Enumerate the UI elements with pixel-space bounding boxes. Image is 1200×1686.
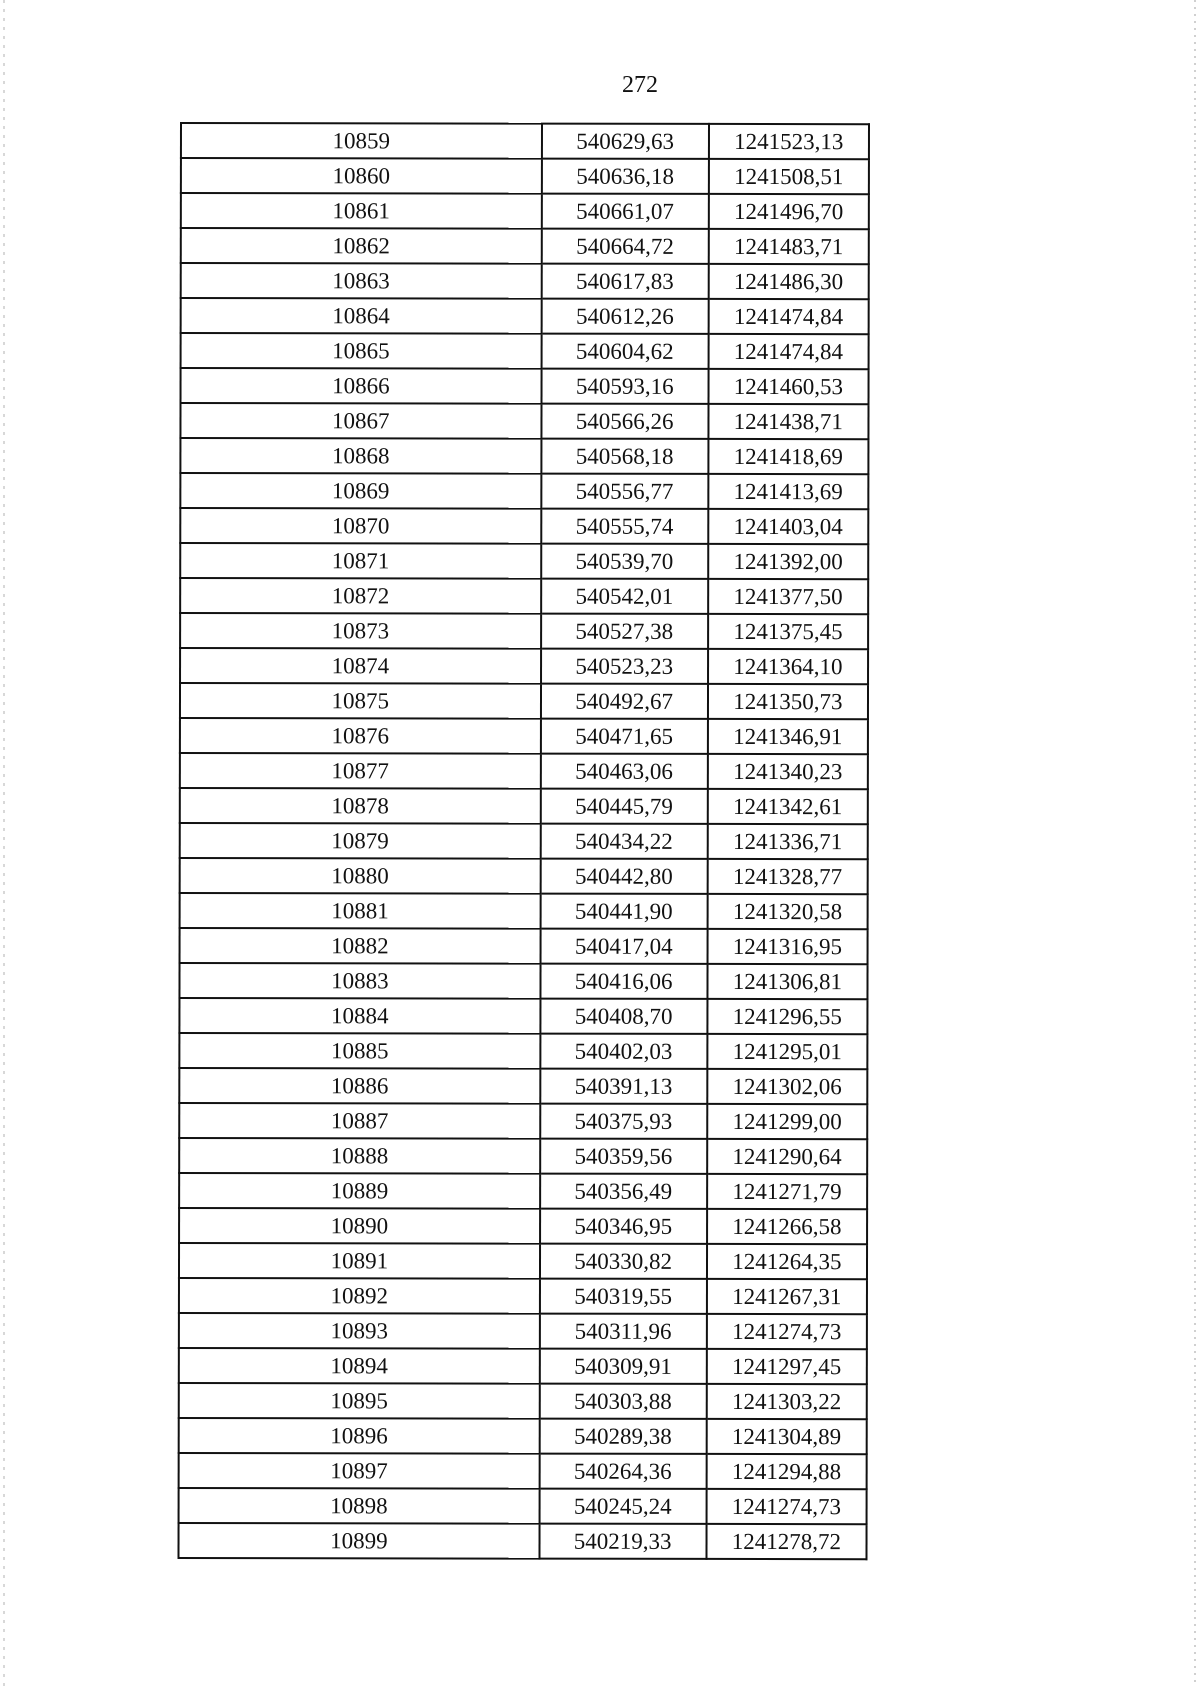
y-coordinate-cell: 1241486,30 [708,264,868,299]
point-number-cell: 10887 [179,1103,540,1139]
table-row [181,193,869,229]
y-coordinate-cell: 1241306,81 [707,964,867,999]
y-coordinate-cell: 1241375,45 [708,614,868,649]
x-coordinate-cell: 540434,22 [540,824,707,859]
y-coordinate-cell: 1241299,00 [707,1104,867,1139]
table-row [181,333,869,369]
y-coordinate-cell: 1241364,10 [708,649,868,684]
table-row [179,963,867,999]
point-number-cell: 10894 [179,1348,540,1384]
point-number-cell: 10892 [179,1278,540,1314]
table-row [180,578,868,614]
y-coordinate-cell: 1241274,73 [707,1314,867,1349]
table-row [179,1243,867,1279]
scan-edge-left [3,0,5,1686]
point-number-cell: 10866 [181,368,542,404]
point-number-cell: 10888 [179,1138,540,1174]
y-coordinate-cell: 1241296,55 [707,999,867,1034]
table-row [179,1208,867,1244]
table-row [180,788,868,824]
point-number-cell: 10881 [180,893,541,929]
y-coordinate-cell: 1241302,06 [707,1069,867,1104]
table-row [179,1103,867,1139]
y-coordinate-cell: 1241274,73 [706,1489,866,1524]
table-row [180,893,868,929]
point-number-cell: 10895 [179,1383,540,1419]
table-row [180,438,868,474]
x-coordinate-cell: 540311,96 [540,1314,707,1349]
coordinates-table [177,122,870,1560]
table-row [180,508,868,544]
table-row [180,683,868,719]
y-coordinate-cell: 1241340,23 [708,754,868,789]
x-coordinate-cell: 540542,01 [541,579,708,614]
point-number-cell: 10890 [179,1208,540,1244]
y-coordinate-cell: 1241295,01 [707,1034,867,1069]
point-number-cell: 10878 [180,788,541,824]
y-coordinate-cell: 1241297,45 [706,1349,866,1384]
point-number-cell: 10868 [180,438,541,474]
point-number-cell: 10872 [180,578,541,614]
x-coordinate-cell: 540416,06 [540,964,707,999]
table-row [180,648,868,684]
y-coordinate-cell: 1241474,84 [708,334,868,369]
point-number-cell: 10875 [180,683,541,719]
point-number-cell: 10897 [179,1453,540,1489]
x-coordinate-cell: 540629,63 [542,124,709,159]
y-coordinate-cell: 1241320,58 [707,894,867,929]
table-row [179,1383,867,1419]
x-coordinate-cell: 540636,18 [542,159,709,194]
scan-edge-right [1194,0,1196,1686]
y-coordinate-cell: 1241508,51 [709,159,869,194]
x-coordinate-cell: 540471,65 [541,719,708,754]
y-coordinate-cell: 1241336,71 [707,824,867,859]
y-coordinate-cell: 1241316,95 [707,929,867,964]
x-coordinate-cell: 540492,67 [541,684,708,719]
x-coordinate-cell: 540593,16 [541,369,708,404]
x-coordinate-cell: 540356,49 [540,1174,707,1209]
table-row [181,228,869,264]
point-number-cell: 10882 [180,928,541,964]
y-coordinate-cell: 1241350,73 [708,684,868,719]
table-row [178,1523,866,1559]
table-row [181,123,869,159]
point-number-cell: 10899 [178,1523,539,1559]
x-coordinate-cell: 540319,55 [540,1279,707,1314]
x-coordinate-cell: 540568,18 [541,439,708,474]
x-coordinate-cell: 540391,13 [540,1069,707,1104]
point-number-cell: 10862 [181,228,542,264]
x-coordinate-cell: 540303,88 [539,1384,706,1419]
x-coordinate-cell: 540523,23 [541,649,708,684]
point-number-cell: 10893 [179,1313,540,1349]
x-coordinate-cell: 540612,26 [541,299,708,334]
point-number-cell: 10884 [179,998,540,1034]
x-coordinate-cell: 540617,83 [541,264,708,299]
table-row [179,1453,867,1489]
y-coordinate-cell: 1241278,72 [706,1524,866,1559]
table-row [180,403,868,439]
point-number-cell: 10861 [181,193,542,229]
point-number-cell: 10877 [180,753,541,789]
table-row [179,1033,867,1069]
table-row [180,858,868,894]
table-row [180,473,868,509]
point-number-cell: 10859 [181,123,542,159]
x-coordinate-cell: 540359,56 [540,1139,707,1174]
point-number-cell: 10873 [180,613,541,649]
table-row [179,1348,867,1384]
x-coordinate-cell: 540555,74 [541,509,708,544]
y-coordinate-cell: 1241264,35 [707,1244,867,1279]
x-coordinate-cell: 540402,03 [540,1034,707,1069]
table-row [179,1418,867,1454]
x-coordinate-cell: 540375,93 [540,1104,707,1139]
point-number-cell: 10860 [181,158,542,194]
point-number-cell: 10883 [179,963,540,999]
x-coordinate-cell: 540441,90 [540,894,707,929]
x-coordinate-cell: 540604,62 [541,334,708,369]
point-number-cell: 10871 [180,543,541,579]
table-row [181,158,869,194]
table-row [179,1173,867,1209]
y-coordinate-cell: 1241342,61 [707,789,867,824]
x-coordinate-cell: 540556,77 [541,474,708,509]
y-coordinate-cell: 1241438,71 [708,404,868,439]
y-coordinate-cell: 1241303,22 [706,1384,866,1419]
table-row [179,1068,867,1104]
point-number-cell: 10867 [180,403,541,439]
table-row [181,368,869,404]
table-row [180,718,868,754]
table-body [178,123,869,1559]
point-number-cell: 10889 [179,1173,540,1209]
table-row [181,298,869,334]
point-number-cell: 10885 [179,1033,540,1069]
point-number-cell: 10874 [180,648,541,684]
y-coordinate-cell: 1241267,31 [707,1279,867,1314]
table-row [179,998,867,1034]
x-coordinate-cell: 540219,33 [539,1524,706,1559]
point-number-cell: 10869 [180,473,541,509]
x-coordinate-cell: 540442,80 [540,859,707,894]
point-number-cell: 10865 [181,333,542,369]
x-coordinate-cell: 540445,79 [540,789,707,824]
point-number-cell: 10880 [180,858,541,894]
table-row [179,1278,867,1314]
x-coordinate-cell: 540661,07 [541,194,708,229]
y-coordinate-cell: 1241294,88 [706,1454,866,1489]
table-row [180,543,868,579]
y-coordinate-cell: 1241290,64 [707,1139,867,1174]
x-coordinate-cell: 540245,24 [539,1489,706,1524]
x-coordinate-cell: 540264,36 [539,1454,706,1489]
table-row [179,1138,867,1174]
x-coordinate-cell: 540408,70 [540,999,707,1034]
y-coordinate-cell: 1241346,91 [708,719,868,754]
y-coordinate-cell: 1241483,71 [708,229,868,264]
point-number-cell: 10863 [181,263,542,299]
y-coordinate-cell: 1241304,89 [706,1419,866,1454]
x-coordinate-cell: 540539,70 [541,544,708,579]
table-row [180,753,868,789]
point-number-cell: 10891 [179,1243,540,1279]
x-coordinate-cell: 540346,95 [540,1209,707,1244]
table-row [179,1488,867,1524]
y-coordinate-cell: 1241496,70 [709,194,869,229]
y-coordinate-cell: 1241413,69 [708,474,868,509]
table-row [180,928,868,964]
point-number-cell: 10864 [181,298,542,334]
y-coordinate-cell: 1241418,69 [708,439,868,474]
page-number: 272 [622,72,658,98]
table-row [179,1313,867,1349]
point-number-cell: 10886 [179,1068,540,1104]
point-number-cell: 10870 [180,508,541,544]
point-number-cell: 10879 [180,823,541,859]
table-row [180,613,868,649]
y-coordinate-cell: 1241271,79 [707,1174,867,1209]
table-row [180,823,868,859]
y-coordinate-cell: 1241474,84 [708,299,868,334]
y-coordinate-cell: 1241377,50 [708,579,868,614]
x-coordinate-cell: 540289,38 [539,1419,706,1454]
y-coordinate-cell: 1241266,58 [707,1209,867,1244]
y-coordinate-cell: 1241460,53 [708,369,868,404]
x-coordinate-cell: 540309,91 [539,1349,706,1384]
point-number-cell: 10876 [180,718,541,754]
x-coordinate-cell: 540566,26 [541,404,708,439]
x-coordinate-cell: 540330,82 [540,1244,707,1279]
x-coordinate-cell: 540664,72 [541,229,708,264]
x-coordinate-cell: 540417,04 [540,929,707,964]
y-coordinate-cell: 1241392,00 [708,544,868,579]
y-coordinate-cell: 1241328,77 [707,859,867,894]
y-coordinate-cell: 1241523,13 [709,124,869,159]
table-row [181,263,869,299]
point-number-cell: 10896 [179,1418,540,1454]
y-coordinate-cell: 1241403,04 [708,509,868,544]
x-coordinate-cell: 540463,06 [540,754,707,789]
x-coordinate-cell: 540527,38 [541,614,708,649]
point-number-cell: 10898 [179,1488,540,1524]
